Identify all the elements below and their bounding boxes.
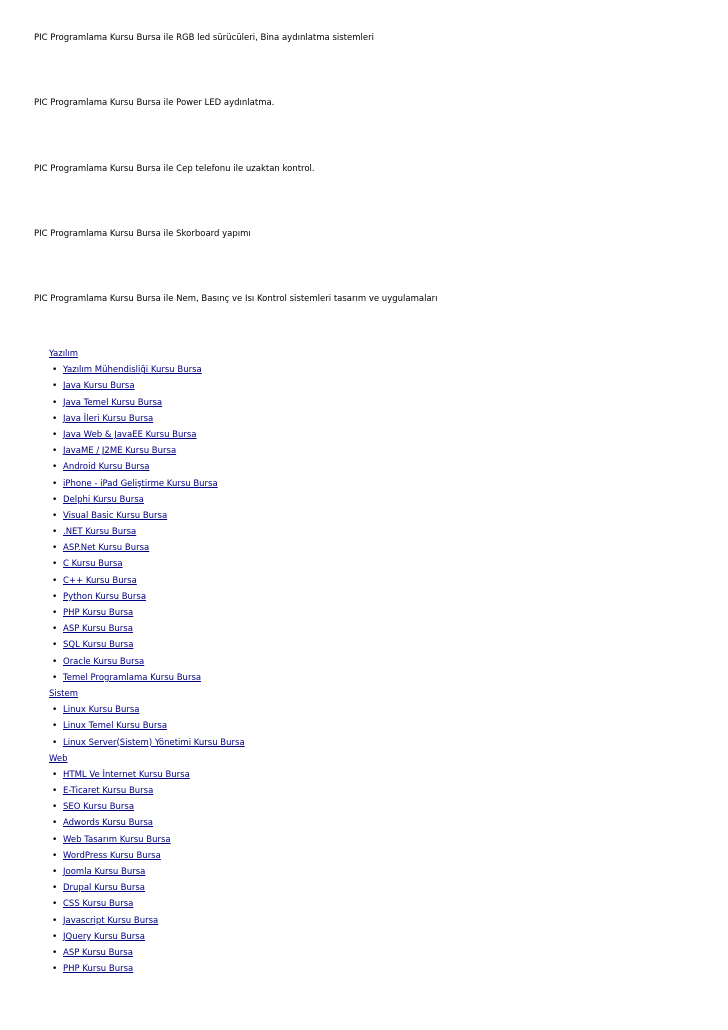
bullet-icon: • (52, 413, 58, 424)
bullet-icon: • (52, 899, 58, 910)
list-item (49, 476, 449, 492)
list-item (49, 799, 449, 815)
bullet-icon: • (52, 672, 58, 683)
list-item (49, 378, 449, 394)
bullet-icon: • (52, 478, 58, 489)
list-item (49, 637, 449, 653)
course-link[interactable]: Drupal Kursu Bursa (63, 883, 145, 894)
course-link[interactable]: Visual Basic Kursu Bursa (63, 510, 168, 521)
list-item (49, 508, 449, 524)
list-item (49, 961, 449, 977)
course-link[interactable]: Java Temel Kursu Bursa (63, 397, 163, 408)
list-item (49, 443, 449, 459)
bullet-icon: • (52, 494, 58, 505)
menu-category (49, 751, 449, 767)
course-link[interactable]: PHP Kursu Bursa (63, 608, 134, 618)
course-link[interactable]: iPhone - iPad Geliştirme Kursu Bursa (63, 478, 218, 489)
course-link[interactable]: Android Kursu Bursa (63, 462, 150, 473)
list-item (49, 540, 449, 556)
list-item (49, 395, 449, 411)
course-link[interactable]: .NET Kursu Bursa (63, 527, 137, 538)
course-link[interactable]: Oracle Kursu Bursa (63, 656, 145, 667)
bullet-icon: • (52, 883, 58, 894)
list-item (49, 913, 449, 929)
list-item (49, 492, 449, 508)
bullet-icon: • (52, 446, 58, 457)
list-item (49, 621, 449, 637)
course-link[interactable]: SEO Kursu Bursa (63, 802, 135, 813)
bullet-icon: • (52, 429, 58, 440)
list-item (49, 735, 449, 751)
list-item (49, 929, 449, 945)
course-link[interactable]: HTML Ve İnternet Kursu Bursa (63, 769, 190, 780)
bullet-icon: • (52, 964, 58, 975)
bullet-icon: • (52, 656, 58, 667)
bullet-icon: • (52, 931, 58, 942)
bullet-icon: • (52, 591, 58, 602)
list-item (49, 670, 449, 686)
list-item (49, 945, 449, 961)
bullet-icon: • (52, 397, 58, 408)
list-item (49, 815, 449, 831)
list-item (49, 411, 449, 427)
bullet-icon: • (52, 867, 58, 877)
list-item (49, 832, 449, 848)
bullet-icon: • (52, 786, 58, 797)
list-item (49, 702, 449, 718)
menu-category (49, 686, 449, 702)
course-link[interactable]: Java Kursu Bursa (63, 381, 135, 392)
course-link[interactable]: Web Tasarım Kursu Bursa (63, 834, 171, 845)
course-link[interactable]: SQL Kursu Bursa (63, 640, 134, 651)
course-link[interactable]: ASP Kursu Bursa (63, 624, 133, 635)
course-link[interactable]: Linux Temel Kursu Bursa (63, 721, 168, 732)
intro-paragraph: PIC Programlama Kursu Bursa ile Cep telefonu ile uzaktan kontrol. (34, 164, 315, 174)
course-link[interactable]: Javascript Kursu Bursa (63, 915, 159, 926)
intro-paragraph: PIC Programlama Kursu Bursa ile Skorboard yapımı (34, 229, 251, 239)
course-list (49, 362, 449, 686)
list-item (49, 573, 449, 589)
list-item (49, 848, 449, 864)
bullet-icon: • (52, 737, 58, 748)
course-link[interactable]: Temel Programlama Kursu Bursa (63, 672, 202, 683)
bullet-icon: • (52, 640, 58, 651)
list-item (49, 718, 449, 734)
bullet-icon: • (52, 802, 58, 813)
course-link[interactable]: JavaME / J2ME Kursu Bursa (63, 446, 177, 457)
bullet-icon: • (52, 608, 58, 618)
bullet-icon: • (52, 559, 58, 570)
intro-paragraph: PIC Programlama Kursu Bursa ile Nem, Basınç ve Isı Kontrol sistemleri tasarım ve uygulamaları (34, 294, 438, 304)
bullet-icon: • (52, 575, 58, 586)
course-list (49, 702, 449, 751)
category-link[interactable]: Sistem (49, 688, 79, 699)
course-link[interactable]: Adwords Kursu Bursa (63, 818, 153, 829)
course-link[interactable]: Linux Kursu Bursa (63, 705, 140, 716)
category-link[interactable]: Web (49, 753, 68, 764)
course-link[interactable]: Java İleri Kursu Bursa (63, 413, 154, 424)
course-link[interactable]: CSS Kursu Bursa (63, 899, 134, 910)
course-list (49, 767, 449, 977)
bullet-icon: • (52, 624, 58, 635)
course-link[interactable]: C++ Kursu Bursa (63, 575, 137, 586)
course-link[interactable]: WordPress Kursu Bursa (63, 850, 161, 861)
bullet-icon: • (52, 705, 58, 716)
bullet-icon: • (52, 527, 58, 538)
list-item (49, 556, 449, 572)
course-link[interactable]: C Kursu Bursa (63, 559, 123, 570)
bullet-icon: • (52, 365, 58, 376)
list-item (49, 654, 449, 670)
bullet-icon: • (52, 915, 58, 926)
menu-category (49, 346, 449, 362)
bullet-icon: • (52, 947, 58, 958)
course-link[interactable]: Linux Server(Sistem) Yönetimi Kursu Bursa (63, 737, 245, 748)
list-item (49, 362, 449, 378)
list-item (49, 767, 449, 783)
list-item (49, 896, 449, 912)
list-item (49, 524, 449, 540)
course-link[interactable]: E-Ticaret Kursu Bursa (63, 786, 154, 797)
course-link[interactable]: Python Kursu Bursa (63, 591, 147, 602)
list-item (49, 427, 449, 443)
course-link[interactable]: ASP Kursu Bursa (63, 947, 133, 958)
list-item (49, 589, 449, 605)
course-link[interactable]: Yazılım Mühendisliği Kursu Bursa (63, 365, 202, 376)
course-link[interactable]: ASP.Net Kursu Bursa (63, 543, 150, 554)
intro-paragraph: PIC Programlama Kursu Bursa ile Power LED aydınlatma. (34, 98, 275, 108)
bullet-icon: • (52, 381, 58, 392)
bullet-icon: • (52, 462, 58, 473)
bullet-icon: • (52, 769, 58, 780)
course-link[interactable]: JQuery Kursu Bursa (63, 931, 145, 942)
bullet-icon: • (52, 850, 58, 861)
bullet-icon: • (52, 543, 58, 554)
course-link[interactable]: Java Web & JavaEE Kursu Bursa (63, 429, 197, 440)
bullet-icon: • (52, 818, 58, 829)
category-link[interactable]: Yazılım (49, 349, 79, 359)
list-item (49, 605, 449, 621)
list-item (49, 783, 449, 799)
bullet-icon: • (52, 721, 58, 732)
bullet-icon: • (52, 834, 58, 845)
course-menu (49, 346, 449, 977)
intro-paragraph: PIC Programlama Kursu Bursa ile RGB led sürücüleri, Bina aydınlatma sistemleri (34, 33, 374, 43)
bullet-icon: • (52, 510, 58, 521)
list-item (49, 864, 449, 880)
course-link[interactable]: PHP Kursu Bursa (63, 964, 134, 975)
list-item (49, 880, 449, 896)
course-link[interactable]: Delphi Kursu Bursa (63, 494, 144, 505)
course-link[interactable]: Joomla Kursu Bursa (63, 867, 146, 877)
list-item (49, 459, 449, 475)
